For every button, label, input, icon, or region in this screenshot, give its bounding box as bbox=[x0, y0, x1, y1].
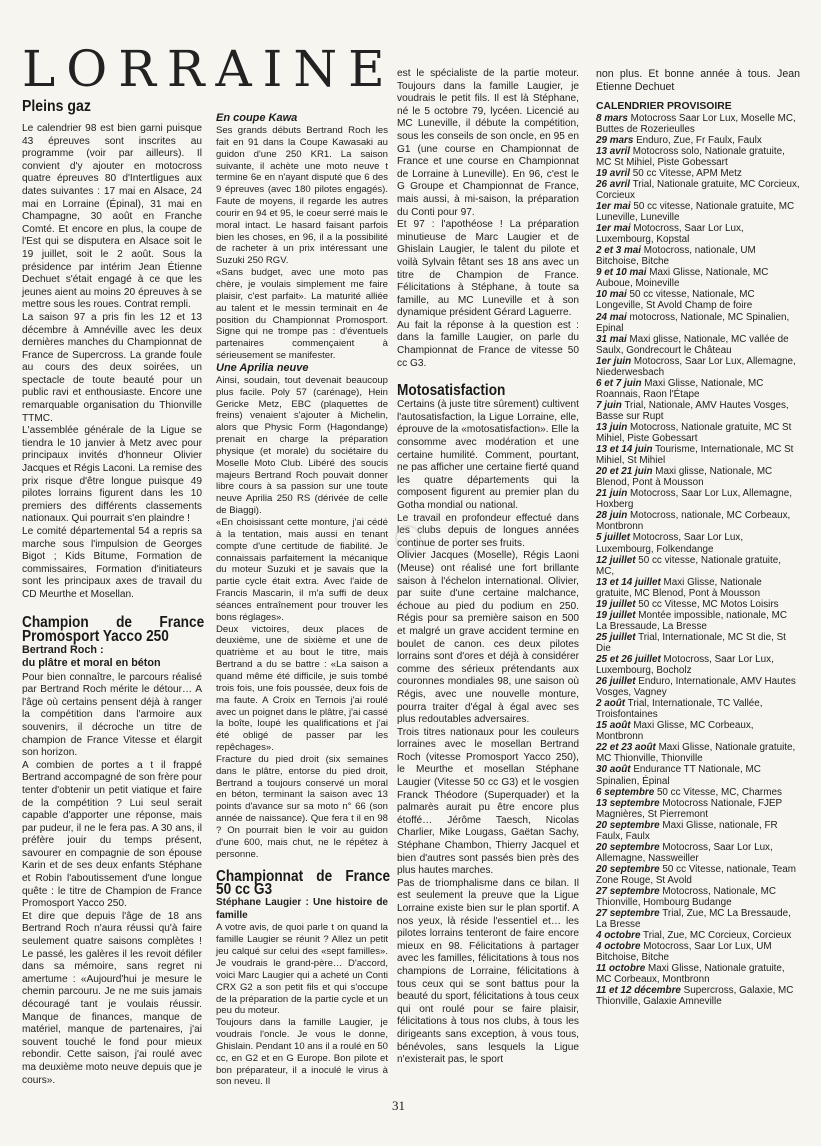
calendar-date: 27 septembre bbox=[596, 908, 660, 920]
calendar-event: 50 cc Vitesse, MC, Charmes bbox=[656, 786, 782, 798]
calendar-event: Trial, Internationale, MC St die, St Die bbox=[596, 631, 786, 654]
calendar-entry bbox=[596, 632, 800, 654]
calendar-entry bbox=[596, 113, 800, 135]
calendar-event: Maxi Glisse, Nationale, MC Auboue, Moineville bbox=[596, 267, 769, 290]
subheading-bertrand-roch: Bertrand Roch : bbox=[22, 643, 104, 656]
calendar-entry bbox=[596, 168, 800, 179]
calendar-date: 10 mai bbox=[596, 289, 627, 301]
calendar-event: Trial, Zue, MC La Bressaude, La Bresse bbox=[596, 908, 791, 931]
calendar-event: Motocross, Saar Lor Lux, Allemagne, Hoxberg bbox=[596, 488, 792, 511]
calendar-entry bbox=[596, 444, 800, 466]
paragraph: Et 97 : l'apothéose ! La préparation minutieuse de Marc Laugier et de Ghislain Laugier, le talent du pilote et voilà Sylvain fêtant ses 18 ans avec un titre de Champion de France. Félicitations à Stéphane, à toute sa famille, au MC Luneville et à son dynamique président Gérard Laguerre. bbox=[397, 219, 579, 319]
calendar-entry bbox=[596, 267, 800, 289]
calendar-event: 50 cc Vitesse, MC Motos Loisirs bbox=[638, 598, 779, 610]
calendar-entry bbox=[596, 245, 800, 267]
calendar-date: 5 juillet bbox=[596, 532, 631, 544]
calendar-event: Motocross, Nationale, MC Thionville, Hombourg Budange bbox=[596, 885, 777, 909]
calendar-date: 26 avril bbox=[596, 178, 631, 190]
calendar-event: Montée impossible, nationale, MC La Bressaude, La Bresse bbox=[596, 609, 788, 632]
calendar-entry bbox=[596, 676, 800, 698]
paragraph: Au fait la réponse à la question est : dans la famille Laugier, on parle du Championnat de France de vitesse 50 cc G3. bbox=[397, 319, 579, 369]
subheading-laugier: Stéphane Laugier : Une histoire de famille bbox=[216, 897, 388, 922]
calendar-event: Trial, Internationale, TC Vallée, Troisfontaines bbox=[596, 698, 763, 721]
calendar-event: Maxi glisse, Nationale, MC Blenod, Pont à Mousson bbox=[596, 466, 773, 489]
calendar-event: Supercross, Galaxie, MC Thionville, Galaxie Amneville bbox=[596, 985, 794, 1008]
calendar-event: 50 cc vitesse, Nationale, MC Longeville, St Avold Champ de foire bbox=[596, 289, 755, 312]
calendar-date: 26 juillet bbox=[596, 676, 636, 688]
calendar-entry bbox=[596, 610, 800, 632]
calendar-event: Enduro, Internationale, AMV Hautes Vosges, Vagney bbox=[596, 676, 796, 699]
calendar-date: 13 avril bbox=[596, 145, 631, 157]
calendar-event: Trial, Zue, MC Corcieux, Corcieux bbox=[643, 930, 792, 942]
paragraph: Toujours dans la famille Laugier, je voudrais l'oncle. Je vous le donne, Ghislain. Pendant 10 ans il a roulé en 50 cc, en G2 et en G Europe. Bon pilote et bon préparateur, il a inoculé le virus à son neveu. Il bbox=[216, 1017, 388, 1088]
calendar-event: Motocross, nationale, UM Bitchoise, Bitche bbox=[596, 245, 756, 268]
paragraph: «En choisissant cette monture, j'ai cédé à la tentation, mais aussi en tenant compte d'une certitude de fiabilité. Je connaissais parfaitement la mécanique du moteur Suzuki et je savais que la partie cycle était extra. Avec l'aide de Francis Mascarin, il m'a suffi de deux séances entraînement pour trouver les bons réglages». bbox=[216, 517, 388, 623]
calendar-title: CALENDRIER PROVISOIRE bbox=[596, 100, 732, 112]
calendar-entry bbox=[596, 510, 800, 532]
calendar-event: 50 cc vitesse, Nationale gratuite, MC, bbox=[596, 554, 781, 577]
calendar-entry bbox=[596, 764, 800, 786]
calendar-entry bbox=[596, 798, 800, 820]
calendar-date: 8 mars bbox=[596, 112, 628, 124]
calendar-date: 2 et 3 mai bbox=[596, 245, 642, 257]
calendar-entry bbox=[596, 599, 800, 610]
calendar-entry bbox=[596, 135, 800, 146]
calendar-event: Motocross Nationale, FJEP Magnières, St Pierremont bbox=[596, 797, 782, 820]
calendar-entry bbox=[596, 201, 800, 223]
calendar-date: 11 octobre bbox=[596, 963, 646, 975]
calendar-entry bbox=[596, 742, 800, 764]
calendar-entry bbox=[596, 334, 800, 356]
calendar-event: Maxi Glisse, Nationale, MC Roannais, Raon l'Étape bbox=[596, 377, 764, 400]
calendar-date: 20 septembre bbox=[596, 863, 660, 875]
calendar-date: 21 juin bbox=[596, 488, 628, 500]
calendar-date: 27 septembre bbox=[596, 885, 660, 897]
calendar-date: 7 juin bbox=[596, 399, 622, 411]
calendar-date: 13 et 14 juin bbox=[596, 444, 653, 456]
calendar-entry bbox=[596, 820, 800, 842]
calendar-entry bbox=[596, 223, 800, 245]
calendar-list bbox=[596, 113, 800, 1008]
calendar-event: Motocross, nationale, MC Corbeaux, Montbronn bbox=[596, 510, 791, 533]
calendar-event: Motocross, Saar Lor Lux, UM Bitchoise, Bitche bbox=[596, 941, 772, 964]
calendar-entry bbox=[596, 422, 800, 444]
calendar-entry bbox=[596, 930, 800, 941]
paragraph: Pas de triomphalisme dans ce bilan. Il est seulement la preuve que la Ligue Lorraine existe bien sur le plan sportif. A nos yeux, là réside l'essentiel et… les pilotes lorrains tenteront de faire encore mieux en 98. Félicitations à partager avec les familles, félicitations à tous nos champions de Lorraine, félicitations à tous ceux qui se sont battus pour la beauté du sport, félicitations à tous ceux qui ont roulé pour se faire plaisir, félicitations à tous nos clubs, à tous les dirigeants sans exception, à vous tous, bénévoles, sans lesquels la Ligue n'existerait pas, le sport bbox=[397, 877, 579, 1066]
calendar-entry bbox=[596, 577, 800, 599]
watermark-circle bbox=[395, 525, 421, 551]
heading-champion-promosport: Champion de France Promosport Yacco 250 bbox=[22, 613, 205, 645]
calendar-date: 6 et 7 juin bbox=[596, 377, 642, 389]
calendar-event: Enduro, Zue, Fr Faulx, Faulx bbox=[636, 134, 762, 146]
calendar-entry bbox=[596, 941, 800, 963]
calendar-date: 20 septembre bbox=[596, 819, 660, 831]
calendar-event: Maxi Glisse, MC Corbeaux, Montbronn bbox=[596, 720, 754, 743]
paragraph: «Sans budget, avec une moto pas chère, je voulais simplement me faire plaisir, c'est parfait». La maturité alliée au talent et le messin terminait en 4e position du Championnat Promosport. Signe qui ne trompe pas : d'éventuels partenaires commençaient à sérieusement se manifester. bbox=[216, 267, 388, 362]
calendar-event: Motocross, Saar Lor Lux, Luxembourg, Bocholz bbox=[596, 653, 774, 677]
paragraph: Fracture du pied droit (six semaines dans le plâtre, entorse du pied droit, Bertrand a toujours conservé un moral en béton, terminant la saison avec 13 points d'avance sur sa moto n° 66 (son année de naissance). Que fera t il en 98 ? On pourrait bien le voir au guidon d'une 600, mais chut, ne le répétez à personne. bbox=[216, 753, 388, 860]
calendar-date: 13 juin bbox=[596, 422, 628, 433]
paragraph: Deux victoires, deux places de deuxième, une de sixième et une de quatrième et au bout le titre, mais Bertrand a du se battre : «La saison a quand même été difficile, je suis tombé trois fois, une fois poussée, deux fois de ma faute. A Croix en Ternois j'ai roulé avec un poignet dans le plâtre, j'ai cassé la boîte, loupé les qualifications et j'ai été obligé de passer par les repêchages». bbox=[216, 623, 388, 754]
calendar-event: Maxi Glisse, Nationale gratuite, MC Blenod, Pont à Mousson bbox=[596, 576, 762, 599]
calendar-date: 28 juin bbox=[596, 510, 628, 522]
column-1 bbox=[22, 98, 205, 1087]
calendar-entry bbox=[596, 842, 800, 864]
paragraph: non plus. Et bonne année à tous. Jean Etienne Dechuet bbox=[596, 68, 800, 94]
calendar-entry bbox=[596, 532, 800, 554]
calendar-date: 30 août bbox=[596, 764, 631, 776]
heading-championnat-50cc: Championnat de France 50 cc G3 bbox=[216, 868, 391, 899]
calendar-entry bbox=[596, 488, 800, 510]
calendar-date: 25 et 26 juillet bbox=[596, 653, 661, 665]
calendar-entry bbox=[596, 466, 800, 488]
calendar-entry bbox=[596, 654, 800, 676]
calendar-entry bbox=[596, 289, 800, 311]
calendar-date: 6 septembre bbox=[596, 786, 655, 798]
calendar-entry bbox=[596, 886, 800, 908]
calendar-event: Maxi Glisse, nationale, FR Faulx, Faulx bbox=[596, 819, 778, 842]
subheading-coupe-kawa: En coupe Kawa bbox=[216, 112, 298, 124]
paragraph: Et dire que depuis l'âge de 18 ans Bertrand Roch n'aura réussi qu'à faire seulement quatre saisons complètes ! Le passé, les galères il les revoit défiler dans sa mémoire, sans regret ni amertume : «Aujourd'hui je mesure le chemin parcouru. Je ne me suis jamais découragé tant je voulais réussir. Manque de finances, manque de matériel, manque de partenaires, j'ai souvent touché le fond pour mieux rebondir. Cette saison, j'ai roulé avec ma deuxième moto neuve depuis que je cours». bbox=[22, 910, 202, 1086]
calendar-event: motocross, Nationale, MC Spinalien, Epinal bbox=[596, 311, 790, 334]
paragraph: Pour bien connaître, le parcours réalisé par Bertrand Roch mérite le détour… A l'âge où certains pensent déjà à ranger la compétition dans l'armoire aux souvenirs, il décroche un titre de champion de France Vitesse et élargit son horizon. bbox=[22, 671, 202, 759]
calendar-date: 19 avril bbox=[596, 167, 631, 179]
column-3 bbox=[397, 68, 579, 1067]
calendar-date: 22 et 23 août bbox=[596, 742, 656, 754]
calendar-date: 1er juin bbox=[596, 355, 632, 367]
calendar-date: 15 août bbox=[596, 720, 631, 732]
calendar-event: Maxi Glisse, Nationale gratuite, MC Corbeaux, Montbronn bbox=[596, 963, 785, 986]
calendar-entry bbox=[596, 356, 800, 378]
calendar-date: 4 octobre bbox=[596, 941, 641, 953]
calendar-event: Trial, Nationale, AMV Hautes Vosges, Basse sur Rupt bbox=[596, 399, 789, 422]
calendar-date: 2 août bbox=[596, 698, 626, 710]
calendar-event: Motocross, Saar Lor Lux, Luxembourg, Folkendange bbox=[596, 532, 744, 555]
calendar-entry bbox=[596, 787, 800, 798]
calendar-event: 50 cc Vitesse, nationale, Team Zone Rouge, St Avold bbox=[596, 863, 796, 886]
paragraph: Le calendrier 98 est bien garni puisque 43 épreuves sont inscrites au programme (voir par ailleurs). Il convient d'y ajouter en motocross quatre épreuves 80 d'Intertligues aux dates suivantes : 17 mai en Alsace, 24 mai en Lorraine (Épinal), 31 mai en Champagne, 30 août en Franche Comté. Et encore en plus, la coupe de l'Est qui se disputera en Alsace soit le 19 juillet, soit le 2 août. Sous la présidence par intérim Jean Étienne Dechuet s'était engagé à ce que les jeunes aient au moins 20 épreuves à se mettre sous les roues. Contrat rempli. bbox=[22, 123, 202, 311]
calendar-entry bbox=[596, 400, 800, 422]
calendar-date: 24 mai bbox=[596, 311, 627, 323]
calendar-date: 1er mai bbox=[596, 223, 631, 235]
paragraph: A combien de portes a t il frappé Bertrand accompagné de son frère pour tenter d'obtenir un petit viatique et faire de la compétition ? Lui seul serait capable d'apporter une réponse, mais par pudeur, il ne le fera pas. A 30 ans, il préfère jouir du temps présent, savourer en compagnie de son épouse Karin et de ses deux enfants Stéphane et Robin l'aboutissement d'une longue quête : le titre de Champion de France Promosport Yacco 250. bbox=[22, 759, 202, 910]
calendar-event: 50 cc vitesse, Nationale gratuite, MC Luneville, Luneville bbox=[596, 201, 795, 224]
subheading-aprilia: Une Aprilia neuve bbox=[216, 361, 309, 374]
calendar-date: 29 mars bbox=[596, 134, 634, 146]
calendar-date: 19 juillet bbox=[596, 609, 636, 621]
column-4 bbox=[596, 68, 800, 1007]
calendar-date: 31 mai bbox=[596, 333, 627, 345]
calendar-event: Motocross, Nationale gratuite, MC St Mihiel, Piste Gobessart bbox=[596, 422, 792, 445]
calendar-date: 19 juillet bbox=[596, 598, 636, 610]
calendar-entry bbox=[596, 179, 800, 201]
page-title: LORRAINE bbox=[22, 40, 396, 98]
calendar-entry bbox=[596, 378, 800, 400]
calendar-date: 13 septembre bbox=[596, 797, 660, 809]
calendar-event: Endurance TT Nationale, MC Spinalien, Épinal bbox=[596, 764, 761, 787]
calendar-entry bbox=[596, 146, 800, 168]
calendar-date: 9 et 10 mai bbox=[596, 267, 647, 279]
heading-motosatisfaction: Motosatisfaction bbox=[397, 382, 506, 400]
calendar-date: 1er mai bbox=[596, 201, 631, 213]
calendar-date: 13 et 14 juillet bbox=[596, 576, 661, 588]
paragraph: Ses grands débuts Bertrand Roch les fait en 91 dans la Coupe Kawasaki au guidon d'une 250 KR1. La saison suivante, il achète une moto neuve t termine 6e en n'ayant disputé que 6 des 9 épreuves (avec 180 pilotes engagés). Faute de moyens, il regarde les autres courir en 94 et 95, le coeur serré mais le moral intact. Le hasard faisant parfois bien les choses, en 96, il a la possibilité de racheter à un prix intéressant une Suzuki 250 RGV. bbox=[216, 125, 388, 267]
calendar-entry bbox=[596, 698, 800, 720]
calendar-event: Trial, Nationale gratuite, MC Corcieux, Corcieux bbox=[596, 178, 800, 202]
heading-pleins-gaz: Pleins gaz bbox=[22, 98, 91, 115]
calendar-date: 25 juillet bbox=[596, 631, 636, 643]
calendar-event: Motocross Saar Lor Lux, Moselle MC, Buttes de Rozerieulles bbox=[596, 112, 796, 135]
paragraph: Le comité départemental 54 a repris sa marche sous l'impulsion de Georges Bigot ; Kids Bitume, Formation de commissaires, Formation d'initiateurs sont les principaux axes de travail du CD Meurthe et Mosellan. bbox=[22, 526, 202, 600]
calendar-entry bbox=[596, 963, 800, 985]
paragraph: Olivier Jacques (Moselle), Régis Laoni (Meuse) ont réalisé une fort brillante saison à l'échelon international. Olivier, par suite d'une certaine malchance, échoue au pied du podium en 250. Régis pour sa première saison en 500 et malgré un grave accident termine en boulet de canon. ces deux pilotes lorrains sont d'ores et déjà à considérer comme des sérieux prétendants aux couronnes mondiales 98, une saison où Régis, avec une nouvelle monture, pourra traiter d'égal à égal avec ses plus redoutables adversaires. bbox=[397, 550, 579, 726]
calendar-event: Tourisme, Internationale, MC St Mihiel, St Mihiel bbox=[596, 444, 794, 467]
calendar-date: 12 juillet bbox=[596, 554, 636, 566]
calendar-event: Motocross, Saar Lor Lux, Luxembourg, Kopstal bbox=[596, 223, 744, 246]
calendar-entry bbox=[596, 985, 800, 1007]
paragraph: Trois titres nationaux pour les couleurs lorraines avec le mosellan Bertrand Roch (vitesse Promosport Yacco 250), le Meurthe et mosellan Stéphane Laugier (Vitesse 50 cc G3) et le vosgien Franck Théodore (Superquader) et la palmarès aurait pu être encore plus étoffé… Jérôme Taesch, Nicolas Charlier, Mike Lougass, Gaëtan Sachy, Stéphane Chambon, Thierry Jacquel et bien d'autres sont passés bien près des plus hautes marches. bbox=[397, 726, 579, 877]
column-2 bbox=[216, 112, 391, 1088]
calendar-event: Motocross, Saar Lor Lux, Allemagne, Nassweiller bbox=[596, 841, 773, 864]
paragraph: Certains (à juste titre sûrement) cultivent l'autosatisfaction, la Ligue Lorraine, elle, éprouve de la «motosatisfaction». Elle la consomme avec modération et une certaine humilité. Comment, pourtant, ne pas afficher une certaine fierté quand les quatre départements qui la composent figurent au premier plan du Gotha mondial ou national. bbox=[397, 399, 579, 511]
calendar-date: 20 septembre bbox=[596, 841, 660, 853]
calendar-event: Maxi glisse, Nationale, MC vallée de Saulx, Gondrecourt le Château bbox=[596, 333, 789, 356]
calendar-date: 20 et 21 juin bbox=[596, 466, 653, 478]
paragraph: Ainsi, soudain, tout devenait beaucoup plus facile. Poly 57 (carénage), Hein Gericke Metz, EBC (plaquettes de freins) venaient s'ajouter à Michelin, alors que Physic Form (Hagondange) prenait en charge la préparation physique (et morale) du sociétaire du Moselle Moto Club. Libéré des soucis majeurs Bertrand Roch pouvait donner libre cours à sa passion sur une toute neuve Aprilia 250 RS (dérivée de celle de Biaggi). bbox=[216, 374, 388, 517]
page-number: 31 bbox=[392, 1098, 405, 1113]
calendar-entry bbox=[596, 908, 800, 930]
calendar-entry bbox=[596, 312, 800, 334]
calendar-date: 11 et 12 décembre bbox=[596, 985, 681, 997]
calendar-event: 50 cc Vitesse, APM Metz bbox=[632, 167, 742, 179]
calendar-event: Maxi Glisse, Nationale gratuite, MC Thionville, Thionville bbox=[596, 742, 796, 765]
paragraph: Le travail en profondeur effectué dans les clubs depuis de longues années continue de porter ses fruits. bbox=[397, 512, 579, 549]
paragraph: est le spécialiste de la partie moteur. Toujours dans la famille Laugier, je voudrais le petit fils. Il est là Stéphane, né le 5 octobre 79, lycéen. Licencié au MC Luneville, il débute la compétition, sous les conseils de son oncle, en 95 en G1 (une course en Championnat de France et une course en Championnat de Lorraine à Luneville). En 96, c'est le G Groupe et Championnat de France, mais aussi, à mi-saison, la préparation du Conti pour 97. bbox=[397, 68, 579, 218]
paragraph: L'assemblée générale de la Ligue se tiendra le 10 janvier à Metz avec pour principaux invités d'honneur Olivier Jacques et Régis Laconi. La remise des prix risque d'être longue puisque 49 pilotes lorrains figurent dans les 10 premiers des différents classements nationaux. Qui pourrait s'en plaindre ! bbox=[22, 425, 202, 525]
paragraph: A votre avis, de quoi parle t on quand la famille Laugier se réunit ? Allez un petit jeu calqué sur celui des «sept familles». Je voudrais le grand-père… D'accord, voici Marc Laugier qui a acheté un Conti CRX G2 a son petit fils et qui s'occupe de la préparation de la partie cycle et un peu du moteur. bbox=[216, 922, 388, 1017]
paragraph: La saison 97 a pris fin les 12 et 13 décembre à Amnéville avec les deux dernières manches du Championnat de France de Supercross. La grande foule au cours des deux soirées, un spectacle de toute beauté pour un public ravi et enthousiaste. Encore une remarquable organisation du Thionville TTMC. bbox=[22, 311, 202, 424]
calendar-entry bbox=[596, 864, 800, 886]
calendar-entry bbox=[596, 555, 800, 577]
calendar-event: Motocross, Saar Lor Lux, Allemagne, Niederwesbach bbox=[596, 355, 796, 378]
calendar-event: Motocross solo, Nationale gratuite, MC St Mihiel, Piste Gobessart bbox=[596, 145, 785, 168]
calendar-entry bbox=[596, 720, 800, 742]
calendar-date: 4 octobre bbox=[596, 930, 641, 942]
subheading-platre: du plâtre et moral en béton bbox=[22, 656, 161, 669]
